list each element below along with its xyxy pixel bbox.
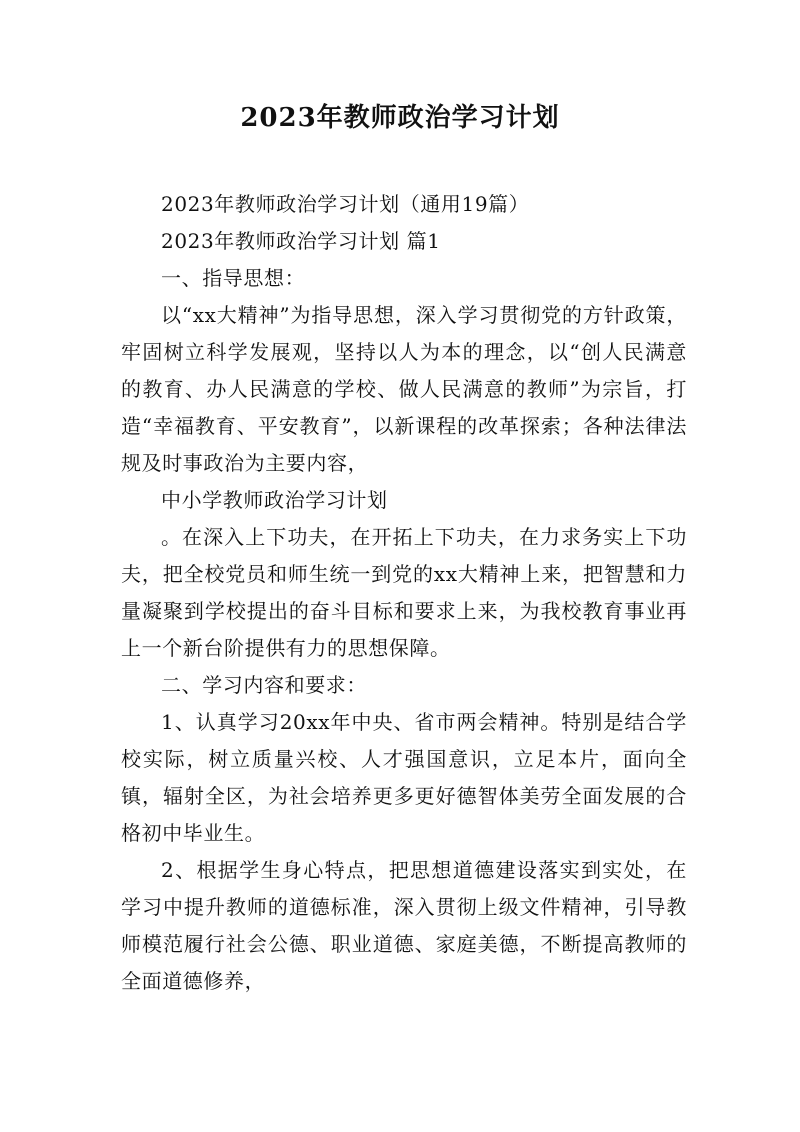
subtitle-line: 2023年教师政治学习计划（通用19篇） bbox=[161, 192, 530, 216]
paragraph-effort: 。在深入上下功夫，在开拓上下功夫，在力求务实上下功夫，把全校党员和师生统一到党的xx大精神上来，把智慧和力量凝聚到学校提出的奋斗目标和要求上来，为我校教育事业再上一个新台阶提供有力的思想保障。 bbox=[121, 525, 687, 660]
paragraph-guiding-ideology: 以“xx大精神”为指导思想，深入学习贯彻党的方针政策，牢固树立科学发展观，坚持以人为本的理念，以“创人民满意的教育、办人民满意的学校、做人民满意的教师”为宗旨，打造“幸福教育、平安教育”，以新课程的改革探索；各种法律法规及时事政治为主要内容， bbox=[121, 303, 687, 475]
heading-guiding-ideology: 一、指导思想： bbox=[161, 266, 306, 290]
heading-study-content: 二、学习内容和要求： bbox=[161, 673, 367, 697]
paragraph-item-2: 2、根据学生身心特点，把思想道德建设落实到实处，在学习中提升教师的道德标准，深入贯彻上级文件精神，引导教师模范履行社会公德、职业道德、家庭美德，不断提高教师的全面道德修养， bbox=[121, 858, 687, 993]
document-body bbox=[121, 186, 687, 1000]
document-title: 2023年教师政治学习计划 bbox=[240, 103, 560, 133]
paragraph-plan-name: 中小学教师政治学习计划 bbox=[161, 488, 388, 512]
section-heading-part-1: 2023年教师政治学习计划 篇1 bbox=[161, 229, 441, 253]
paragraph-item-1: 1、认真学习20xx年中央、省市两会精神。特别是结合学校实际，树立质量兴校、人才强国意识，立足本片，面向全镇，辐射全区，为社会培养更多更好德智体美劳全面发展的合格初中毕业生。 bbox=[121, 710, 687, 845]
